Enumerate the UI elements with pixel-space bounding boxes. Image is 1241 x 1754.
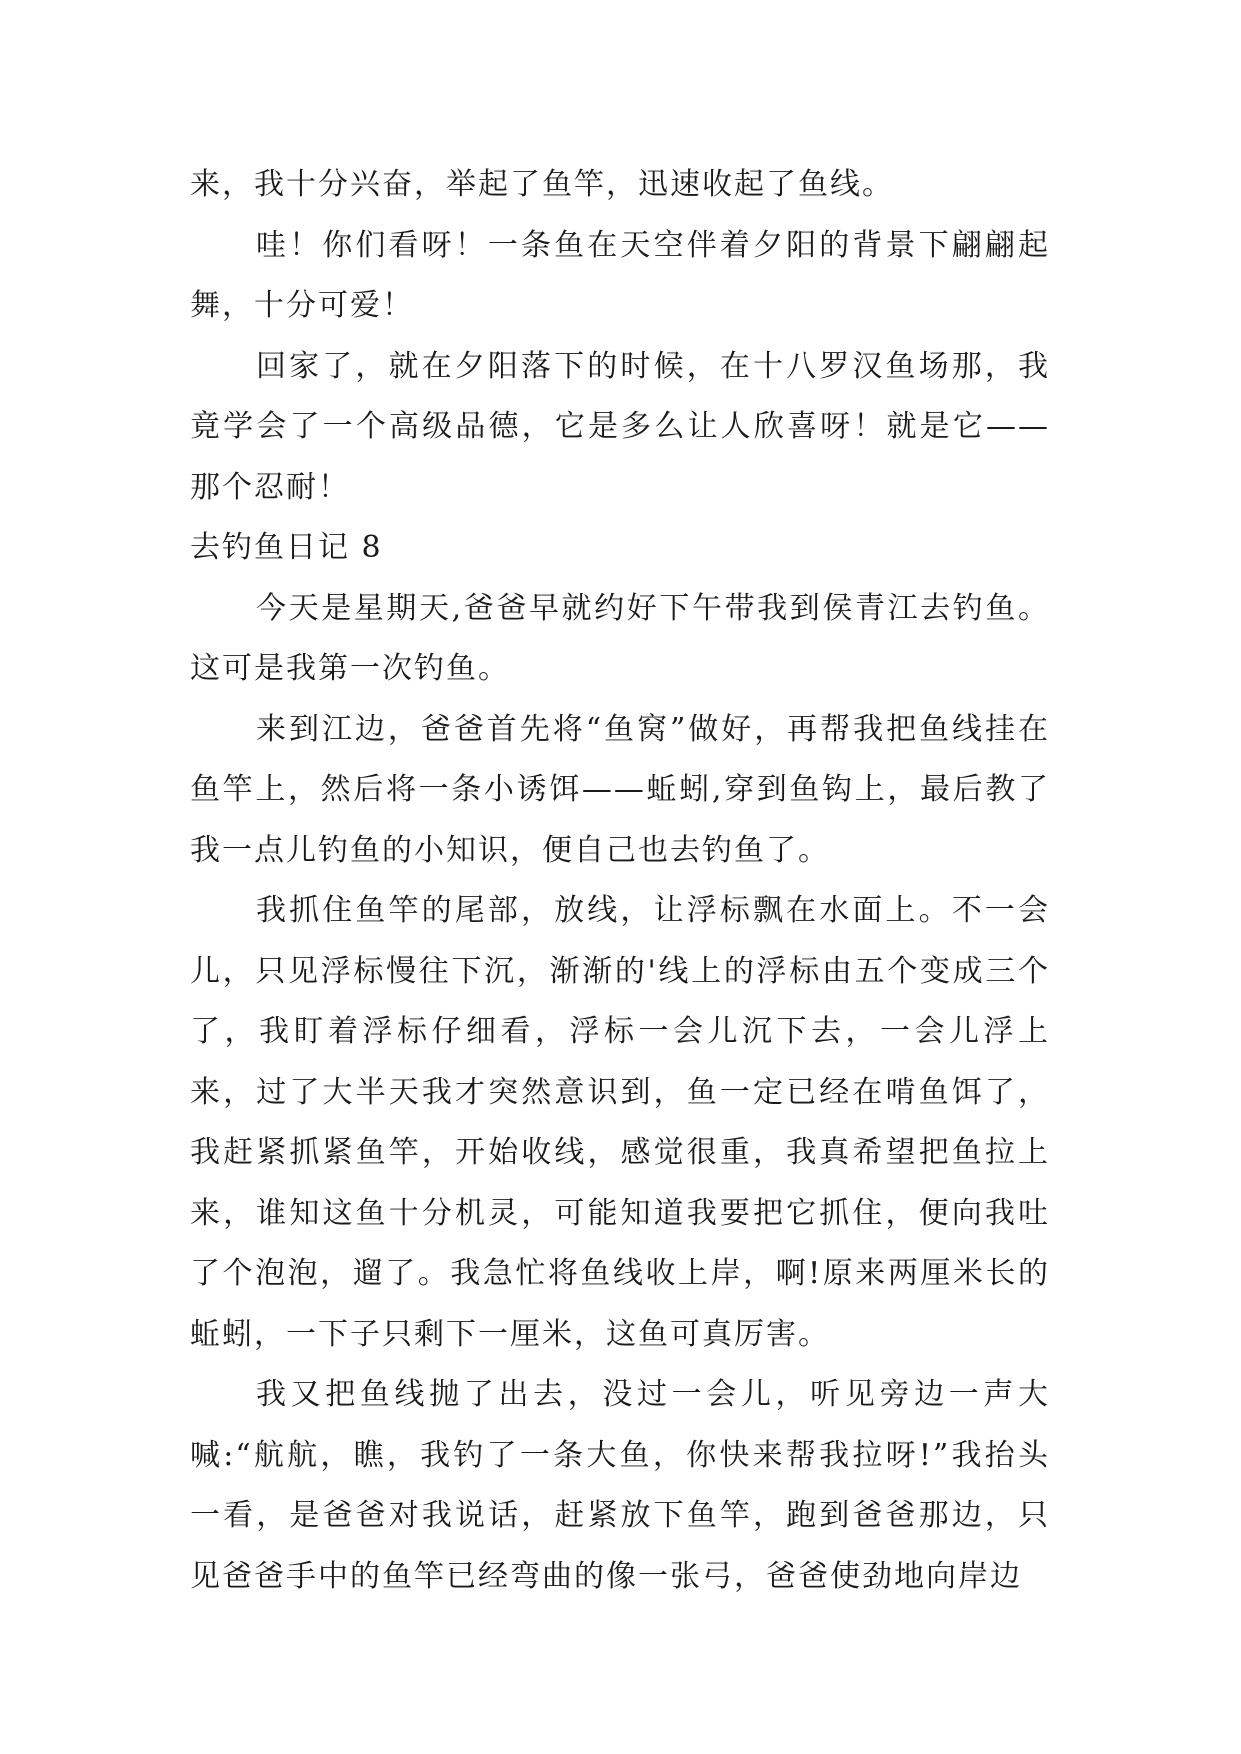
paragraph-7: 我又把鱼线抛了出去，没过一会儿，听见旁边一声大喊:“航航，瞧，我钓了一条大鱼，你快来帮我拉呀!”我抬头一看，是爸爸对我说话，赶紧放下鱼竿，跑到爸爸那边，只见爸爸手中的鱼竿已经弯曲的像一张弓，爸爸使劲地向岸边	[190, 1377, 1050, 1594]
paragraph-5: 来到江边，爸爸首先将“鱼窝”做好，再帮我把鱼线挂在鱼竿上，然后将一条小诱饵——蚯蚓,穿到鱼钩上，最后教了我一点儿钓鱼的小知识，便自己也去钓鱼了。	[190, 711, 1050, 868]
paragraph-4: 今天是星期天,爸爸早就约好下午带我到侯青江去钓鱼。这可是我第一次钓鱼。	[190, 590, 1050, 686]
paragraph-2: 哇！你们看呀！一条鱼在天空伴着夕阳的背景下翩翩起舞，十分可爱！	[190, 227, 1050, 323]
section-heading: 去钓鱼日记 8	[190, 530, 383, 565]
paragraph-3: 回家了，就在夕阳落下的时候，在十八罗汉鱼场那，我竟学会了一个高级品德，它是多么让人欣喜呀！就是它——那个忍耐！	[190, 348, 1050, 505]
paragraph-1: 来，我十分兴奋，举起了鱼竿，迅速收起了鱼线。	[190, 167, 894, 202]
paragraph-6: 我抓住鱼竿的尾部，放线，让浮标飘在水面上。不一会儿，只见浮标慢往下沉，渐渐的'线上的浮标由五个变成三个了，我盯着浮标仔细看，浮标一会儿沉下去，一会儿浮上来，过了大半天我才突然意识到，鱼一定已经在啃鱼饵了，我赶紧抓紧鱼竿，开始收线，感觉很重，我真希望把鱼拉上来，谁知这鱼十分机灵，可能知道我要把它抓住，便向我吐了个泡泡，遛了。我急忙将鱼线收上岸，啊!原来两厘米长的蚯蚓，一下子只剩下一厘米，这鱼可真厉害。	[190, 893, 1050, 1352]
document-body	[190, 155, 1050, 1607]
